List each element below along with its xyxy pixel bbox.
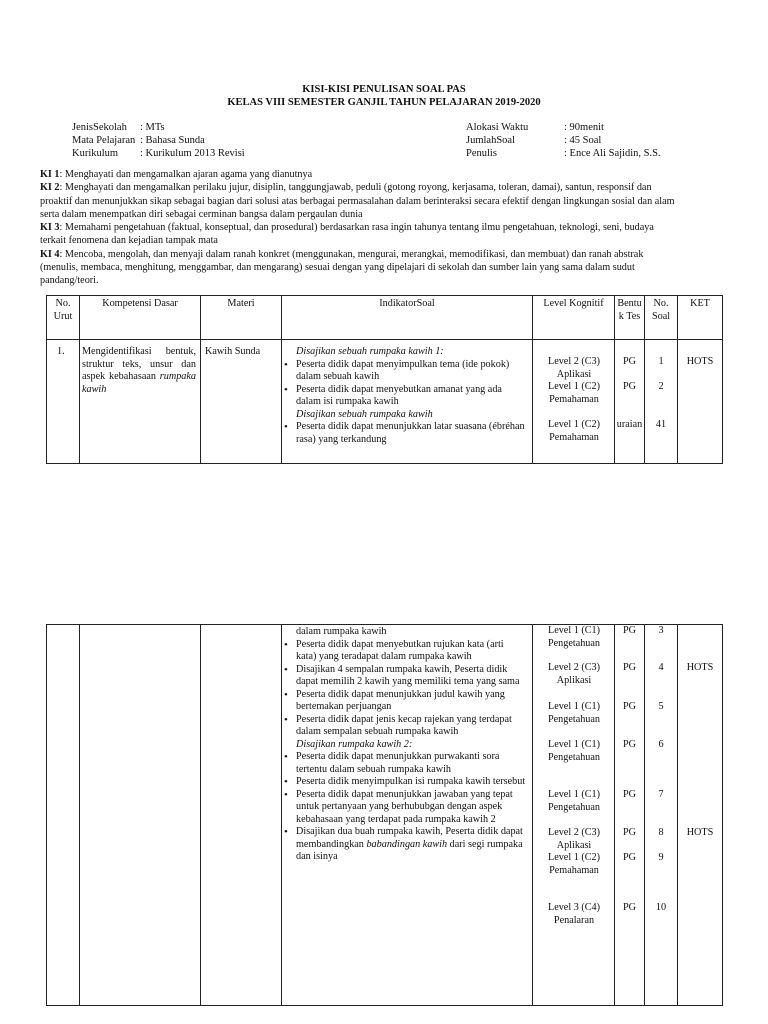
indicator-item: • Peserta didik dapat jenis kecap rajekan yang terdapat dalam sempalan sebuah rumpaka kawih (282, 714, 526, 739)
indicator-item: • Peserta didik dapat menyebutkan amanat yang ada dalam isi rumpaka kawih (282, 384, 526, 409)
nosoal-value: 7 (658, 789, 664, 800)
level-cell (533, 625, 615, 1006)
nosoal-value: 6 (658, 739, 664, 750)
meta-value: : 45 Soal (564, 135, 602, 146)
level-sub: Pemahaman (549, 393, 599, 405)
table-row (47, 625, 723, 1006)
level-item (533, 852, 615, 877)
bentuk-value: PG (622, 902, 637, 913)
level-sub: Penalaran (553, 914, 595, 926)
col-header-level: Level Kognitif (533, 296, 615, 340)
col-header-indikator: IndikatorSoal (282, 296, 533, 340)
bentuk-value: uraian (616, 419, 643, 430)
materi-cell (201, 625, 282, 1006)
nosoal-value: 2 (658, 381, 664, 392)
col-header-nosoal: No. Soal (645, 296, 678, 340)
row-number: 1. (47, 340, 80, 464)
level-label: Level 1 (C1) (547, 739, 601, 750)
ki-text: : Mencoba, mengolah, dan menyaji dalam ranah konkret (menggunakan, mengurai, merangkai, memodifikasi, dan membuat) dan ranah abstrak (menulis, membaca, menghitung, menggambar, dan mengarang) sesuai dengan yang dipelajari di sekolah dan sumber lain yang sama dalam sudut pandang/teori. (40, 248, 644, 287)
level-item (533, 356, 615, 381)
indicator-text: Disajikan dua buah rumpaka kawih, Peserta didik dapat membandingkan (296, 826, 523, 850)
level-label: Level 2 (C3) (547, 827, 601, 838)
meta-label: Kurikulum (72, 148, 119, 159)
indicator-item: Disajikan sebuah rumpaka kawih (296, 408, 433, 420)
indicator-item: Disajikan rumpaka kawih 2: (296, 738, 413, 750)
bentuk-cell (615, 340, 645, 464)
level-item (533, 381, 615, 406)
bentuk-value: PG (622, 852, 637, 863)
ki-label: KI 3 (40, 222, 60, 234)
level-sub: Pemahaman (549, 864, 599, 876)
bentuk-value: PG (622, 789, 637, 800)
nosoal-value: 3 (658, 625, 664, 636)
level-sub: Pemahaman (549, 431, 599, 443)
meta-label: Penulis (466, 148, 497, 159)
ki-text: : Menghayati dan mengamalkan perilaku jujur, disiplin, tanggungjawab, peduli (gotong royong, kerjasama, toleran, damai), santun, responsif dan proaktif dan menunjukkan sikap sebagai bagian dari solusi atas berbagai permasalahan dalam berinteraksi secara efektif dengan lingkungan sosial dan alam serta dalam menempatkan diri sebagai cerminan bangsa dalam pergaulan dunia (40, 182, 675, 220)
ki-label: KI 2 (40, 182, 60, 194)
level-label: Level 2 (C3) (547, 662, 601, 673)
indikator-cell (282, 625, 533, 1006)
level-item (533, 789, 615, 814)
bentuk-value: PG (622, 827, 637, 838)
meta-value: : 90menit (564, 122, 604, 133)
materi-cell: Kawih Sunda (201, 340, 282, 464)
bentuk-value: PG (622, 662, 637, 673)
level-label: Level 1 (C1) (547, 625, 601, 636)
level-item (533, 419, 615, 444)
bentuk-value: PG (622, 625, 637, 636)
level-item (533, 902, 615, 927)
ket-value: HOTS (686, 662, 714, 673)
nosoal-value: 4 (658, 662, 664, 673)
kisi-table-part-2 (46, 624, 723, 1006)
indicator-item: • Peserta didik dapat menunjukkan jawaban yang tepat untuk pertanyaan yang berhububgan dengan aspek kebahasaan yang terdapat pada rumpaka kawih 2 (282, 789, 526, 827)
ki-item (40, 248, 680, 288)
level-label: Level 1 (C1) (547, 789, 601, 800)
ki-item (40, 221, 680, 248)
ket-cell (678, 625, 723, 1006)
meta-value: : MTs (140, 122, 165, 133)
col-header-bentuk: Bentu k Tes (615, 296, 645, 340)
col-header-no: No. Urut (47, 296, 80, 340)
table-header-row (47, 296, 723, 340)
nosoal-value: 1 (658, 356, 664, 367)
kisi-table-part-1 (46, 295, 723, 464)
bentuk-value: PG (622, 739, 637, 750)
indicator-item (282, 826, 526, 864)
level-sub: Aplikasi (556, 674, 592, 686)
ki-text: : Menghayati dan mengamalkan ajaran agama yang dianutnya (59, 169, 313, 180)
col-header-materi: Materi (201, 296, 282, 340)
level-label: Level 2 (C3) (547, 356, 601, 367)
indicator-item: Disajikan sebuah rumpaka kawih 1: (296, 346, 444, 357)
meta-label: JumlahSoal (466, 135, 515, 146)
indicator-item: • Peserta didik dapat menunjukkan judul kawih yang bertemakan perjuangan (282, 689, 526, 714)
meta-label: Mata Pelajaran (72, 135, 136, 146)
kd-cell (80, 340, 201, 464)
level-cell (533, 340, 615, 464)
indicator-item: • Disajikan 4 sempalan rumpaka kawih, Peserta didik dapat memilih 2 kawih yang memiliki tema yang sama (282, 664, 526, 689)
indicator-text: dari segi rumpaka dan isinya (296, 838, 523, 862)
nosoal-cell (645, 625, 678, 1006)
indicator-item: • Peserta didik dapat menyebutkan rujukan kata (arti kata) yang teradapat dalam rumpaka kawih (282, 639, 526, 664)
nosoal-value: 5 (658, 701, 664, 712)
bentuk-value: PG (622, 381, 637, 392)
nosoal-value: 41 (655, 419, 667, 430)
level-sub: Pengetahuan (547, 713, 601, 725)
level-sub: Pengetahuan (547, 637, 601, 649)
indikator-cell (282, 340, 533, 464)
indicator-item: • Peserta didik dapat menunjukkan latar suasana (ébréhan rasa) yang terkandung (282, 421, 526, 446)
level-item (533, 662, 615, 687)
ki-item (40, 168, 680, 181)
bentuk-value: PG (622, 356, 637, 367)
kd-text-italic: rumpaka kawih (82, 371, 196, 395)
ket-cell (678, 340, 723, 464)
level-sub: Pengetahuan (547, 751, 601, 763)
document-title: KISI-KISI PENULISAN SOAL PAS (302, 84, 466, 95)
level-label: Level 3 (C4) (547, 902, 601, 913)
row-number (47, 625, 80, 1006)
meta-value: : Kurikulum 2013 Revisi (140, 148, 245, 159)
nosoal-value: 8 (658, 827, 664, 838)
ki-label: KI 4 (40, 248, 60, 260)
level-label: Level 1 (C2) (547, 381, 601, 392)
nosoal-value: 9 (658, 852, 664, 863)
meta-value: : Bahasa Sunda (140, 135, 205, 146)
meta-label: JenisSekolah (72, 122, 127, 133)
ki-text: : Memahami pengetahuan (faktual, konseptual, dan prosedural) berdasarkan rasa ingin tahunya tentang ilmu pengetahuan, teknologi, seni, budaya terkait fenomena dan kejadian tampak mata (40, 222, 654, 247)
level-sub: Aplikasi (556, 368, 592, 380)
col-header-kd: Kompetensi Dasar (80, 296, 201, 340)
level-label: Level 1 (C1) (547, 701, 601, 712)
level-item (533, 625, 615, 650)
ket-value: HOTS (686, 356, 714, 367)
indicator-item: • Peserta didik menyimpulkan isi rumpaka kawih tersebut (282, 776, 526, 789)
level-label: Level 1 (C2) (547, 852, 601, 863)
level-item (533, 701, 615, 726)
level-item (533, 827, 615, 852)
kd-text: Mengidentifikasi bentuk, struktur teks, unsur dan aspek kebahasaan (82, 346, 196, 382)
kd-cell (80, 625, 201, 1006)
level-item (533, 739, 615, 764)
indicator-item: • Peserta didik dapat menunjukkan purwakanti sora tertentu dalam sebuah rumpaka kawih (282, 751, 526, 776)
col-header-ket: KET (678, 296, 723, 340)
level-sub: Aplikasi (556, 839, 592, 851)
table-row (47, 340, 723, 464)
meta-value: : Ence Ali Sajidin, S.S. (564, 148, 661, 159)
indicator-text: babandingan kawih (366, 838, 448, 850)
nosoal-cell (645, 340, 678, 464)
bentuk-cell (615, 625, 645, 1006)
document-subtitle: KELAS VIII SEMESTER GANJIL TAHUN PELAJARAN 2019-2020 (227, 97, 541, 108)
ket-value: HOTS (686, 827, 714, 838)
level-label: Level 1 (C2) (547, 419, 601, 430)
ki-label: KI 1 (40, 169, 60, 180)
nosoal-value: 10 (655, 902, 667, 913)
ki-item (40, 181, 680, 221)
indicator-item: • Peserta didik dapat menyimpulkan tema (ide pokok) dalam sebuah kawih (282, 359, 526, 384)
indicator-item: dalam rumpaka kawih (296, 626, 387, 637)
bentuk-value: PG (622, 701, 637, 712)
level-sub: Pengetahuan (547, 801, 601, 813)
ki-list (40, 168, 680, 288)
meta-label: Alokasi Waktu (466, 122, 529, 133)
